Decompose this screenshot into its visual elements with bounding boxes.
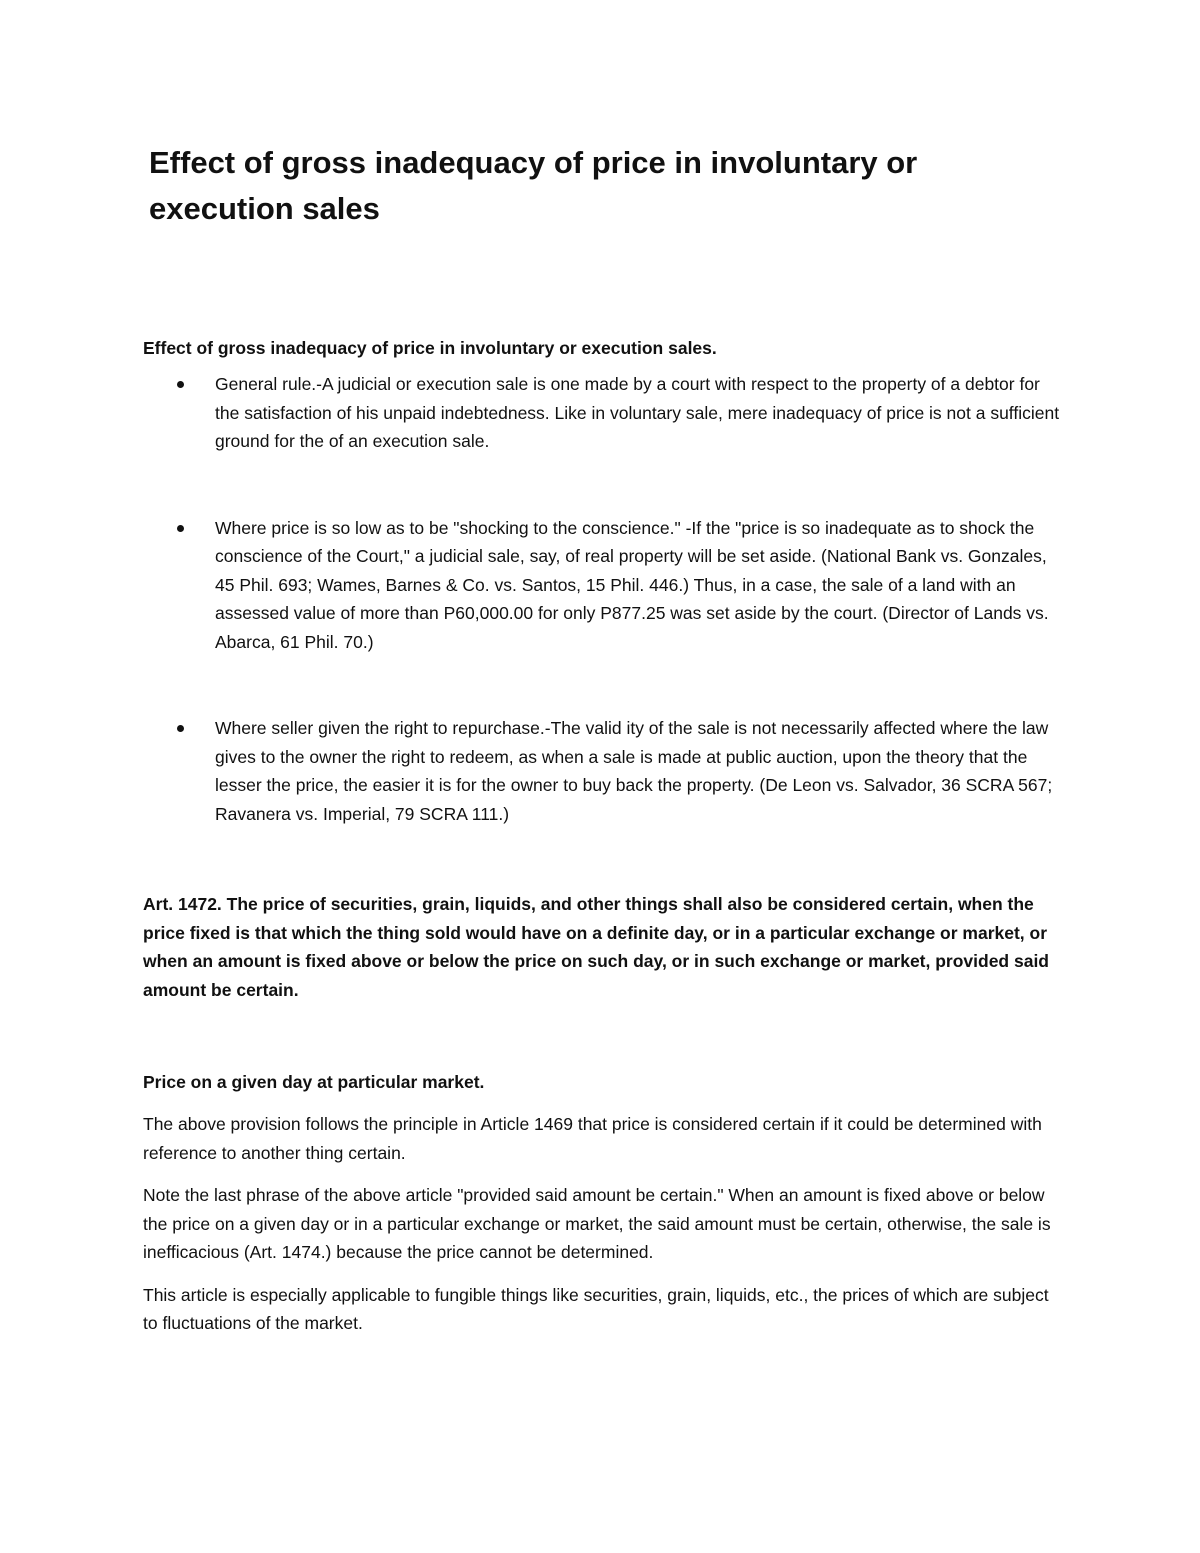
bullet-list xyxy=(143,370,1063,828)
section-heading-inadequacy: Effect of gross inadequacy of price in involuntary or execution sales. xyxy=(143,338,717,358)
list-item xyxy=(143,714,1063,828)
bullet-icon xyxy=(177,725,184,732)
list-item-text: Where price is so low as to be "shocking to the conscience." -If the "price is so inadequate as to shock the conscience of the Court," a judicial sale, say, of real property will be set aside. (National Bank vs. Gonzales, 45 Phil. 693; Wames, Barnes & Co. vs. Santos, 15 Phil. 446.) Thus, in a case, the sale of a land with an assessed value of more than P60,000.00 for only P877.25 was set aside by the court. (Director of Lands vs. Abarca, 61 Phil. 70.) xyxy=(215,517,1049,652)
body-paragraph: Note the last phrase of the above article "provided said amount be certain." When an amount is fixed above or below the price on a given day or in a particular exchange or market, the said amount must be certain, otherwise, the sale is inefficacious (Art. 1474.) because the price cannot be determined. xyxy=(143,1185,1051,1262)
list-item-text: Where seller given the right to repurchase.-The valid ity of the sale is not necessarily affected where the law gives to the owner the right to redeem, as when a sale is made at public auction, upon the theory that the lesser the price, the easier it is for the owner to buy back the property. (De Leon vs. Salvador, 36 SCRA 567; Ravanera vs. Imperial, 79 SCRA 111.) xyxy=(215,718,1053,824)
body-paragraph: The above provision follows the principle in Article 1469 that price is considered certain if it could be determined with reference to another thing certain. xyxy=(143,1114,1042,1163)
list-item-text: General rule.-A judicial or execution sale is one made by a court with respect to the property of a debtor for the satisfaction of his unpaid indebtedness. Like in voluntary sale, mere inadequacy of price is not a sufficient ground for the of an execution sale. xyxy=(215,374,1060,451)
body-paragraph: This article is especially applicable to fungible things like securities, grain, liquids, etc., the prices of which are subject to fluctuations of the market. xyxy=(143,1284,1049,1333)
list-item xyxy=(143,370,1063,456)
bullet-icon xyxy=(177,525,184,532)
article-1472-text: Art. 1472. The price of securities, grain, liquids, and other things shall also be considered certain, when the price fixed is that which the thing sold would have on a definite day, or in a particular exchange or market, or when an amount is fixed above or below the price on such day, or in such exchange or market, provided said amount be certain. xyxy=(143,894,1050,1000)
section-heading-price-market: Price on a given day at particular market. xyxy=(143,1072,485,1092)
document-body xyxy=(143,140,1063,1338)
list-item xyxy=(143,514,1063,657)
bullet-icon xyxy=(177,381,184,388)
document-title: Effect of gross inadequacy of price in involuntary or execution sales xyxy=(149,145,918,226)
